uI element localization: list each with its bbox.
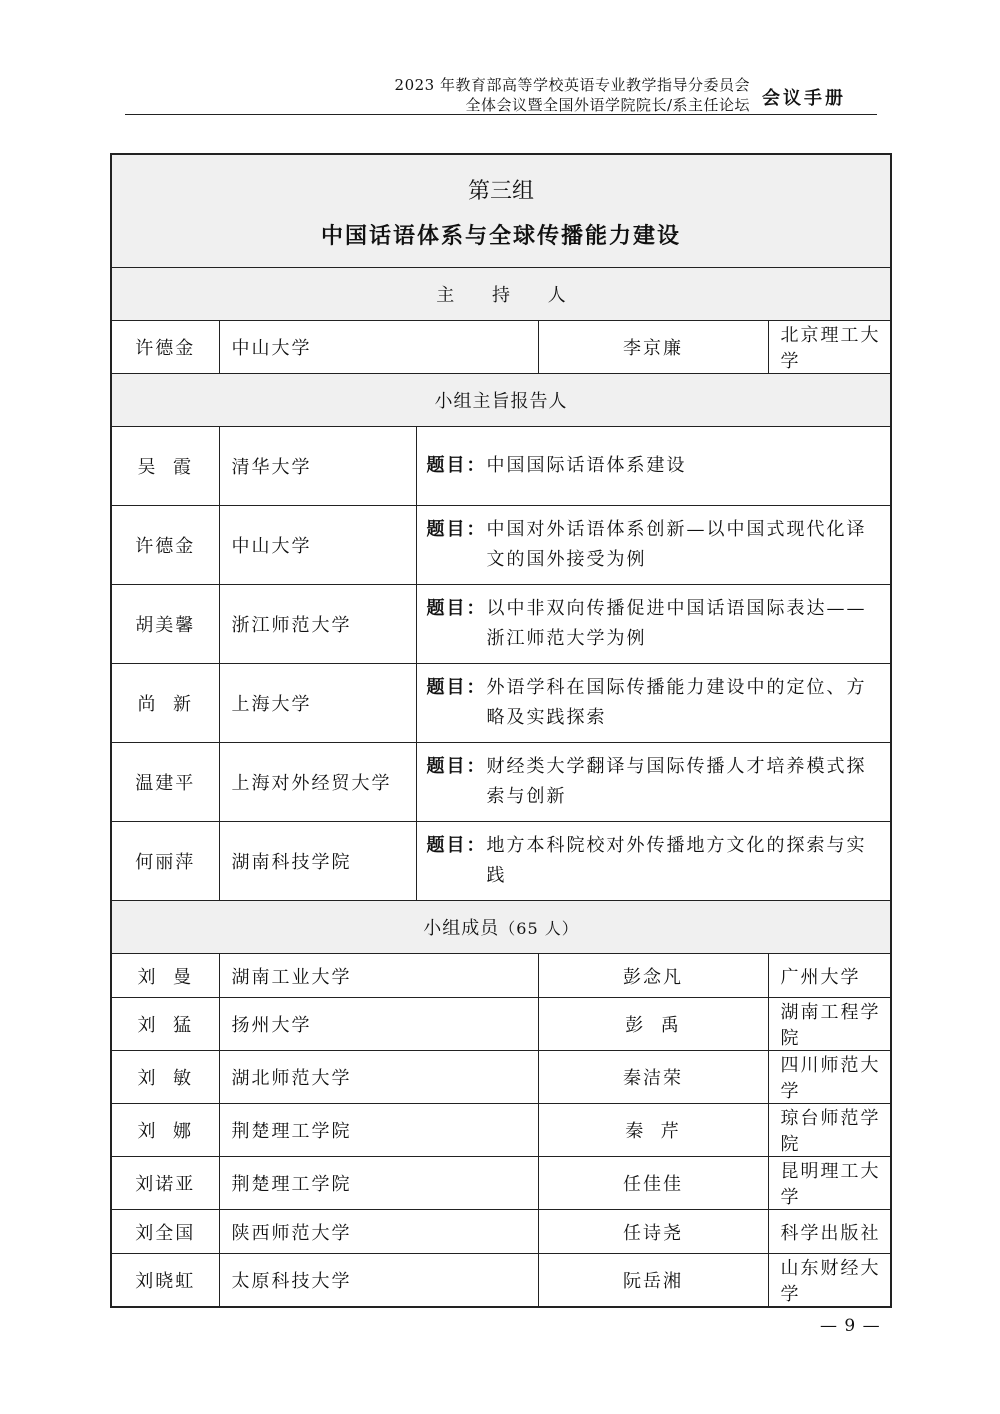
topic-text: 以中非双向传播促进中国话语国际表达——浙江师范大学为例 — [486, 598, 867, 649]
hosts-row — [111, 321, 891, 374]
member-unit: 扬州大学 — [219, 998, 538, 1051]
topic-label: 题目： — [426, 677, 487, 698]
member-unit: 昆明理工大学 — [768, 1157, 891, 1210]
member-unit: 湖北师范大学 — [219, 1051, 538, 1104]
header-line-2: 全体会议暨全国外语学院院长/系主任论坛 — [465, 96, 750, 114]
members-heading — [111, 901, 891, 954]
member-name: 阮岳湘 — [538, 1254, 768, 1308]
member-name: 刘 敏 — [111, 1051, 219, 1104]
member-name: 任诗尧 — [538, 1210, 768, 1254]
member-row — [111, 1254, 891, 1308]
group-table — [110, 153, 892, 1308]
member-row — [111, 998, 891, 1051]
reporter-topic — [416, 427, 891, 506]
header-rule — [125, 114, 877, 115]
member-row — [111, 954, 891, 998]
topic-text: 外语学科在国际传播能力建设中的定位、方略及实践探索 — [486, 677, 867, 728]
hosts-heading: 主 持 人 — [111, 268, 891, 321]
group-number: 第三组 — [468, 179, 535, 204]
host-unit: 中山大学 — [219, 321, 538, 374]
reporter-topic — [416, 743, 891, 822]
reporter-topic — [416, 585, 891, 664]
reporter-row — [111, 585, 891, 664]
reporter-name: 许德金 — [111, 506, 219, 585]
member-row — [111, 1210, 891, 1254]
reporter-name: 何丽萍 — [111, 822, 219, 901]
member-unit: 陕西师范大学 — [219, 1210, 538, 1254]
topic-label: 题目： — [426, 598, 487, 619]
reporter-unit: 清华大学 — [219, 427, 416, 506]
header-manual-title: 会议手册 — [762, 88, 846, 109]
member-row — [111, 1157, 891, 1210]
topic-text: 财经类大学翻译与国际传播人才培养模式探索与创新 — [486, 756, 867, 807]
reporter-topic — [416, 506, 891, 585]
member-unit: 科学出版社 — [768, 1210, 891, 1254]
member-row — [111, 1051, 891, 1104]
host-name: 李京廉 — [538, 321, 768, 374]
document-header — [395, 75, 750, 115]
topic-label: 题目： — [426, 519, 487, 540]
reporter-row — [111, 506, 891, 585]
member-name: 刘全国 — [111, 1210, 219, 1254]
members-count: （65 人） — [499, 919, 579, 938]
member-name: 刘诺亚 — [111, 1157, 219, 1210]
topic-label: 题目： — [426, 835, 487, 856]
reporter-name: 吴 霞 — [111, 427, 219, 506]
topic-text: 地方本科院校对外传播地方文化的探索与实践 — [486, 835, 867, 886]
members-heading-text: 小组成员 — [423, 918, 500, 939]
member-unit: 湖南工程学院 — [768, 998, 891, 1051]
reporter-name: 胡美馨 — [111, 585, 219, 664]
topic-label: 题目： — [426, 455, 487, 476]
member-unit: 山东财经大学 — [768, 1254, 891, 1308]
group-theme: 中国话语体系与全球传播能力建设 — [321, 223, 682, 249]
reporter-unit: 上海大学 — [219, 664, 416, 743]
topic-label: 题目： — [426, 756, 487, 777]
reporter-unit: 湖南科技学院 — [219, 822, 416, 901]
member-name: 任佳佳 — [538, 1157, 768, 1210]
reporter-unit: 中山大学 — [219, 506, 416, 585]
host-name: 许德金 — [111, 321, 219, 374]
member-name: 秦 芹 — [538, 1104, 768, 1157]
page-number: — 9 — — [820, 1316, 881, 1336]
header-line-1: 2023 年教育部高等学校英语专业教学指导分委员会 — [394, 76, 750, 94]
reporter-row — [111, 427, 891, 506]
member-name: 彭 禹 — [538, 998, 768, 1051]
reporter-name: 尚 新 — [111, 664, 219, 743]
reporter-unit: 上海对外经贸大学 — [219, 743, 416, 822]
member-row — [111, 1104, 891, 1157]
member-unit: 琼台师范学院 — [768, 1104, 891, 1157]
reporters-heading: 小组主旨报告人 — [111, 374, 891, 427]
member-name: 刘 曼 — [111, 954, 219, 998]
member-name: 刘 娜 — [111, 1104, 219, 1157]
member-unit: 四川师范大学 — [768, 1051, 891, 1104]
reporter-name: 温建平 — [111, 743, 219, 822]
reporter-topic — [416, 822, 891, 901]
member-name: 刘晓虹 — [111, 1254, 219, 1308]
reporter-row — [111, 822, 891, 901]
reporter-topic — [416, 664, 891, 743]
member-unit: 广州大学 — [768, 954, 891, 998]
reporter-row — [111, 743, 891, 822]
member-unit: 太原科技大学 — [219, 1254, 538, 1308]
topic-text: 中国对外话语体系创新—以中国式现代化译文的国外接受为例 — [486, 519, 867, 570]
reporter-row — [111, 664, 891, 743]
member-unit: 荆楚理工学院 — [219, 1157, 538, 1210]
reporter-unit: 浙江师范大学 — [219, 585, 416, 664]
member-unit: 荆楚理工学院 — [219, 1104, 538, 1157]
group-title-cell — [111, 154, 891, 268]
host-unit: 北京理工大学 — [768, 321, 891, 374]
member-name: 秦洁荣 — [538, 1051, 768, 1104]
member-unit: 湖南工业大学 — [219, 954, 538, 998]
member-name: 彭念凡 — [538, 954, 768, 998]
topic-text: 中国国际话语体系建设 — [486, 455, 687, 476]
member-name: 刘 猛 — [111, 998, 219, 1051]
